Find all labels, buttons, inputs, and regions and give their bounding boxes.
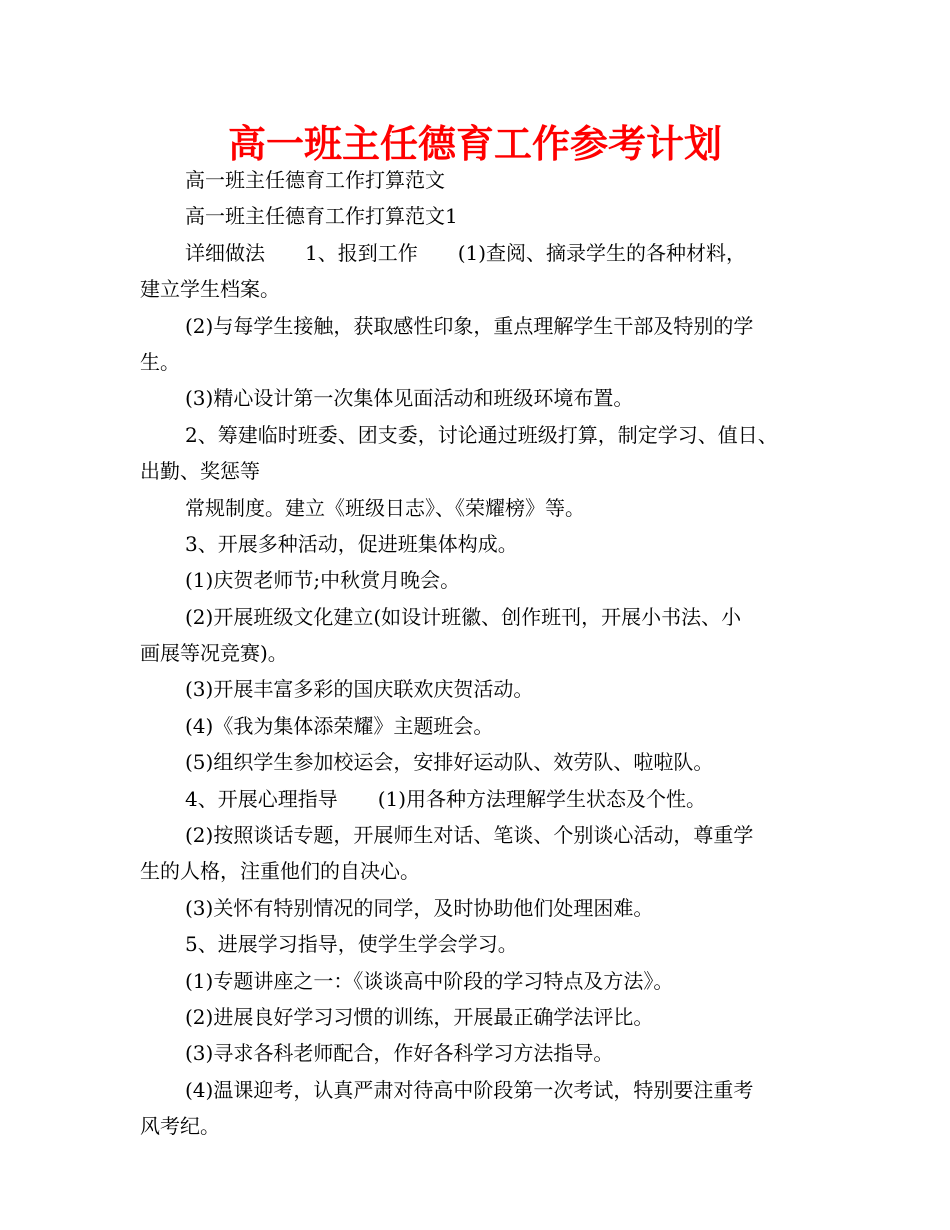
paragraph-line: 常规制度。建立《班级日志》、《荣耀榜》等。	[185, 495, 585, 520]
paragraph-line: (1)庆贺老师节;中秋赏月晚会。	[185, 568, 461, 593]
paragraph-line: (2)按照谈话专题，开展师生对话、笔谈、个别谈心活动，尊重学	[185, 823, 754, 848]
paragraph-line: 生。	[140, 349, 180, 374]
paragraph-line: (3)寻求各科老师配合，作好各科学习方法指导。	[185, 1041, 614, 1066]
paragraph-line: (5)组织学生参加校运会，安排好运动队、效劳队、啦啦队。	[185, 750, 714, 775]
paragraph-line: 建立学生档案。	[140, 277, 280, 302]
paragraph-line: (4)温课迎考，认真严肃对待高中阶段第一次考试，特别要注重考	[185, 1077, 754, 1102]
paragraph-line: 高一班主任德育工作打算范文	[185, 168, 445, 192]
paragraph-line: 2、筹建临时班委、团支委，讨论通过班级打算，制定学习、值日、	[185, 422, 778, 447]
paragraph-line: 4、开展心理指导 (1)用各种方法理解学生状态及个性。	[185, 786, 707, 811]
paragraph-line: (4)《我为集体添荣耀》主题班会。	[185, 713, 494, 738]
paragraph-line: 画展等况竞赛)。	[140, 641, 288, 666]
paragraph-line: (3)开展丰富多彩的国庆联欢庆贺活动。	[185, 677, 534, 702]
document-title: 高一班主任德育工作参考计划	[227, 122, 722, 166]
document-body	[140, 162, 820, 1145]
paragraph-line: (1)专题讲座之一：《谈谈高中阶段的学习特点及方法》。	[185, 968, 674, 993]
paragraph-line: 高一班主任德育工作打算范文1	[185, 204, 458, 229]
paragraph-line: (3)精心设计第一次集体见面活动和班级环境布置。	[185, 386, 634, 411]
paragraph-line: (3)关怀有特别情况的同学，及时协助他们处理困难。	[185, 895, 654, 920]
paragraph-line: 生的人格，注重他们的自决心。	[140, 859, 420, 884]
paragraph-line: 出勤、奖惩等	[140, 459, 260, 484]
paragraph-line: (2)进展良好学习习惯的训练，开展最正确学法评比。	[185, 1004, 654, 1029]
paragraph-line: 3、开展多种活动，促进班集体构成。	[185, 531, 518, 556]
paragraph-line: (2)开展班级文化建立(如设计班徽、创作班刊，开展小书法、小	[185, 604, 742, 629]
paragraph-line: 风考纪。	[140, 1114, 220, 1139]
paragraph-line: 详细做法 1、报到工作 (1)查阅、摘录学生的各种材料，	[185, 240, 747, 265]
paragraph-line: 5、进展学习指导，使学生学会学习。	[185, 932, 518, 957]
paragraph-line: (2)与每学生接触，获取感性印象，重点理解学生干部及特别的学	[185, 313, 754, 338]
